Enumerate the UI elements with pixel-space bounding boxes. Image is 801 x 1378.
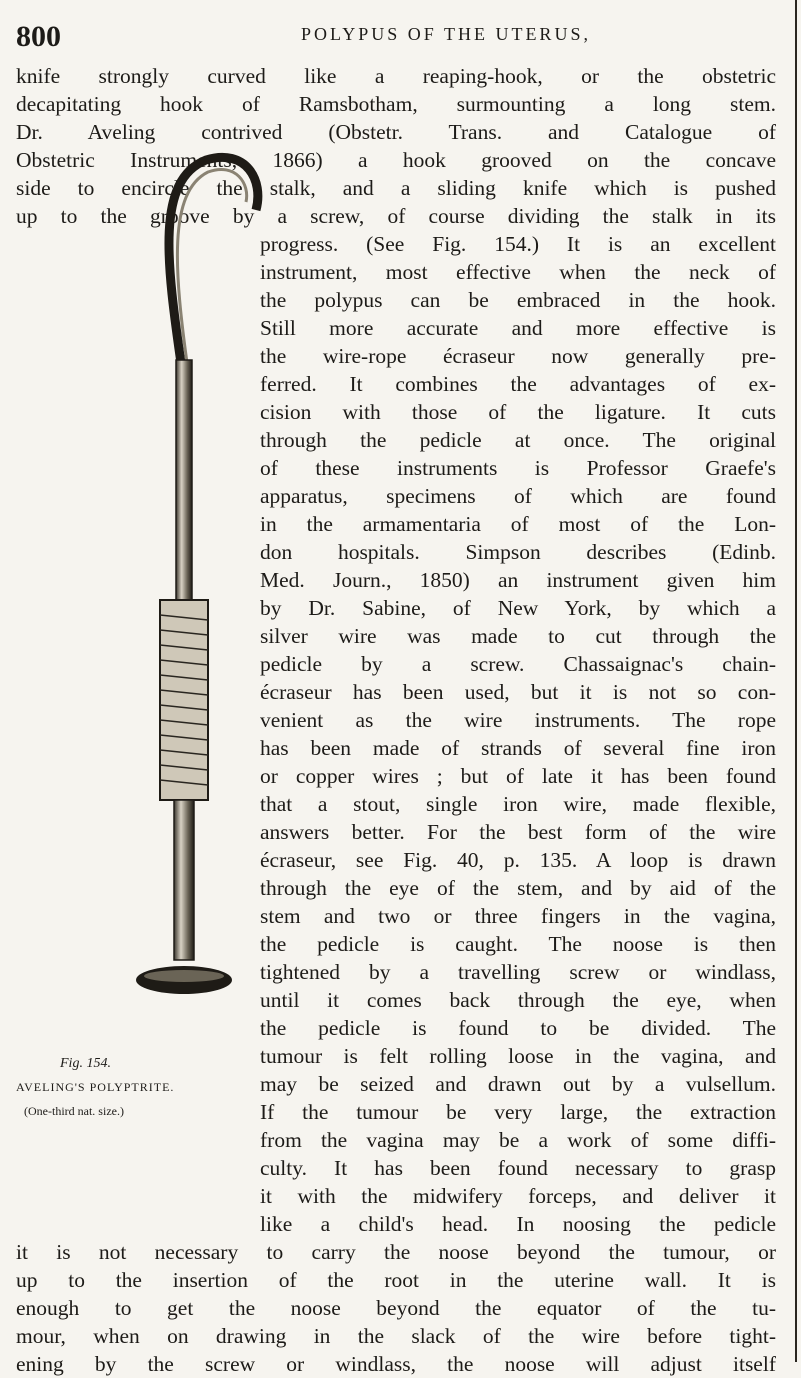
- text-line: up to the insertion of the root in the uterine wall. It is: [16, 1268, 776, 1292]
- text-line: has been made of strands of several fine iron: [260, 736, 776, 760]
- text-line: ferred. It combines the advantages of ex-: [260, 372, 776, 396]
- text-line: Med. Journ., 1850) an instrument given him: [260, 568, 776, 592]
- text-line: from the vagina may be a work of some diffi-: [260, 1128, 776, 1152]
- text-line: of these instruments is Professor Graefe's: [260, 456, 776, 480]
- text-line: culty. It has been found necessary to grasp: [260, 1156, 776, 1180]
- text-line: apparatus, specimens of which are found: [260, 484, 776, 508]
- figure-scale: (One-third nat. size.): [24, 1104, 124, 1118]
- text-line: Obstetric Instruments, 1866) a hook grooved on the concave: [16, 148, 776, 172]
- text-line: Still more accurate and more effective is: [260, 316, 776, 340]
- text-line: it with the midwifery forceps, and deliver it: [260, 1184, 776, 1208]
- text-line: venient as the wire instruments. The rope: [260, 708, 776, 732]
- text-line: silver wire was made to cut through the: [260, 624, 776, 648]
- page-header: [16, 14, 776, 58]
- text-line: it is not necessary to carry the noose beyond the tumour, or: [16, 1240, 776, 1264]
- text-line: ening by the screw or windlass, the noose will adjust itself: [16, 1352, 776, 1376]
- text-line: side to encircle the stalk, and a sliding knife which is pushed: [16, 176, 776, 200]
- text-line: progress. (See Fig. 154.) It is an excellent: [260, 232, 776, 256]
- page-edge-rule: [795, 0, 797, 1362]
- text-line: by Dr. Sabine, of New York, by which a: [260, 596, 776, 620]
- text-line: Dr. Aveling contrived (Obstetr. Trans. and Catalogue of: [16, 120, 776, 144]
- lower-shaft: [174, 800, 194, 960]
- text-line: answers better. For the best form of the wire: [260, 820, 776, 844]
- text-line: in the armamentaria of most of the Lon-: [260, 512, 776, 536]
- running-head: POLYPUS OF THE UTERUS,: [301, 24, 591, 44]
- text-line: écraseur has been used, but it is not so con-: [260, 680, 776, 704]
- text-line: mour, when on drawing in the slack of the wire before tight-: [16, 1324, 776, 1348]
- text-line: or copper wires ; but of late it has been found: [260, 764, 776, 788]
- text-line: the polypus can be embraced in the hook.: [260, 288, 776, 312]
- text-line: tightened by a travelling screw or windlass,: [260, 960, 776, 984]
- text-line: écraseur, see Fig. 40, p. 135. A loop is drawn: [260, 848, 776, 872]
- text-line: cision with those of the ligature. It cuts: [260, 400, 776, 424]
- text-line: up to the groove by a screw, of course dividing the stalk in its: [16, 204, 776, 228]
- text-line: like a child's head. In noosing the pedicle: [260, 1212, 776, 1236]
- text-line: that a stout, single iron wire, made flexible,: [260, 792, 776, 816]
- page-number: 800: [16, 20, 61, 53]
- text-line: If the tumour be very large, the extraction: [260, 1100, 776, 1124]
- text-line: until it comes back through the eye, when: [260, 988, 776, 1012]
- text-line: may be seized and drawn out by a vulsellum.: [260, 1072, 776, 1096]
- text-line: through the eye of the stem, and by aid of the: [260, 876, 776, 900]
- text-line: enough to get the noose beyond the equator of the tu-: [16, 1296, 776, 1320]
- text-line: through the pedicle at once. The original: [260, 428, 776, 452]
- text-line: the pedicle is caught. The noose is then: [260, 932, 776, 956]
- text-line: decapitating hook of Ramsbotham, surmounting a long stem.: [16, 92, 776, 116]
- text-line: pedicle by a screw. Chassaignac's chain-: [260, 652, 776, 676]
- hook-inner-curve: [177, 169, 246, 370]
- text-line: stem and two or three fingers in the vagina,: [260, 904, 776, 928]
- figure-label: Fig. 154.: [60, 1056, 111, 1071]
- figure-caption: [16, 1048, 252, 1118]
- text-line: don hospitals. Simpson describes (Edinb.: [260, 540, 776, 564]
- polyptrite-illustration: [96, 140, 266, 1020]
- text-line: the wire-rope écraseur now generally pre-: [260, 344, 776, 368]
- figure-title: AVELING'S POLYPTRITE.: [16, 1080, 175, 1094]
- text-line: tumour is felt rolling loose in the vagina, and: [260, 1044, 776, 1068]
- text-line: knife strongly curved like a reaping-hook, or the obstetric: [16, 64, 776, 88]
- text-line: instrument, most effective when the neck of: [260, 260, 776, 284]
- text-line: the pedicle is found to be divided. The: [260, 1016, 776, 1040]
